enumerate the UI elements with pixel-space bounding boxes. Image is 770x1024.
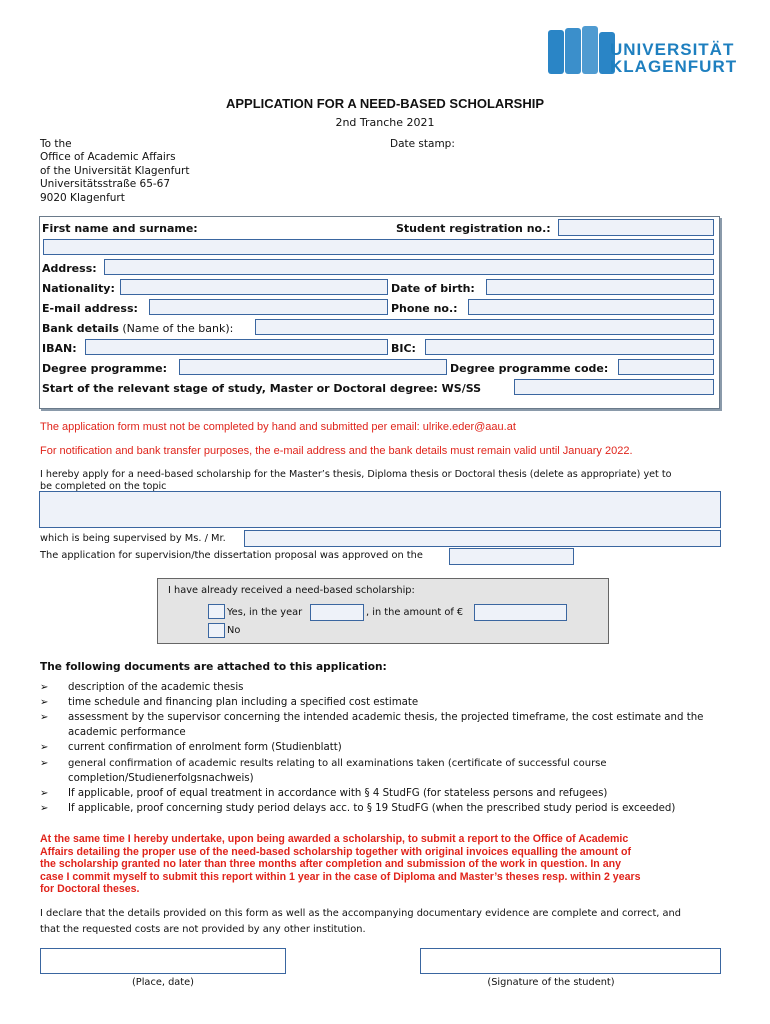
- phone-label: Phone no.:: [391, 302, 458, 315]
- declaration-line: that the requested costs are not provided by any other institution.: [40, 924, 366, 935]
- first-name-label: First name and surname:: [42, 222, 198, 235]
- logo-line-2: KLAGENFURT: [610, 57, 738, 76]
- degree-code-label: Degree programme code:: [450, 362, 609, 375]
- document-item-cont: completion/Studienerfolgsnachweis): [68, 773, 254, 784]
- apply-text: [40, 469, 671, 492]
- address-line: 9020 Klagenfurt: [40, 191, 125, 204]
- bank-details-bold: Bank details: [42, 322, 119, 335]
- no-label: No: [227, 625, 241, 636]
- dob-label: Date of birth:: [391, 282, 475, 295]
- email-label: E-mail address:: [42, 302, 138, 315]
- page-subtitle: 2nd Tranche 2021: [335, 116, 435, 129]
- logo-line-1: UNIVERSITÄT: [610, 40, 735, 59]
- bullet-icon: ➢: [40, 712, 49, 723]
- prior-year-field[interactable]: [310, 604, 364, 621]
- place-date-field[interactable]: [40, 948, 286, 974]
- undertaking-line: the scholarship granted no later than three months after completion and submission of the work in question. In any: [40, 858, 621, 870]
- bank-name-field[interactable]: [255, 319, 714, 335]
- bullet-icon: ➢: [40, 682, 49, 693]
- page-title: APPLICATION FOR A NEED-BASED SCHOLARSHIP: [225, 96, 545, 111]
- documents-heading: The following documents are attached to this application:: [40, 661, 387, 673]
- declaration-line: I declare that the details provided on this form as well as the accompanying documentary evidence are complete and correct, and: [40, 908, 681, 919]
- address-label: Address:: [42, 262, 97, 275]
- address-line: Office of Academic Affairs: [40, 151, 176, 164]
- address-line: To the: [40, 138, 72, 150]
- yes-label: Yes, in the year: [227, 607, 303, 618]
- document-item: If applicable, proof concerning study period delays acc. to § 19 StudFG (when the prescribed study period is exceeded): [68, 803, 676, 814]
- document-item: assessment by the supervisor concerning the intended academic thesis, the projected timeframe, the cost estimate and the: [68, 712, 704, 723]
- apply-line: I hereby apply for a need-based scholarship for the Master’s thesis, Diploma thesis or Doctoral thesis (delete as appropriate) yet to: [40, 469, 672, 480]
- signature-label: (Signature of the student): [487, 977, 615, 988]
- supervisor-field[interactable]: [244, 530, 721, 547]
- nationality-field[interactable]: [120, 279, 388, 295]
- dob-field[interactable]: [486, 279, 714, 295]
- prior-scholarship-question: I have already received a need-based scholarship:: [168, 585, 415, 596]
- no-checkbox[interactable]: [208, 623, 225, 638]
- iban-label: IBAN:: [42, 342, 77, 355]
- recipient-address: [40, 138, 189, 205]
- degree-field[interactable]: [179, 359, 447, 375]
- prior-amount-field[interactable]: [474, 604, 567, 621]
- document-item: description of the academic thesis: [68, 682, 244, 693]
- undertaking-line: for Doctoral theses.: [40, 883, 140, 895]
- undertaking-line: Affairs detailing the proper use of the need-based scholarship together with original invoices equalling the amount of: [40, 845, 631, 858]
- bullet-icon: ➢: [40, 803, 49, 814]
- place-date-label: (Place, date): [131, 977, 194, 988]
- document-item: time schedule and financing plan including a specified cost estimate: [68, 697, 419, 708]
- bullet-icon: ➢: [40, 697, 49, 708]
- bullet-icon: ➢: [40, 758, 49, 769]
- address-line: Universitätsstraße 65-67: [40, 178, 171, 191]
- bank-details-rest: (Name of the bank):: [118, 322, 234, 335]
- approval-label: The application for supervision/the dissertation proposal was approved on the: [40, 550, 423, 561]
- undertaking-line: At the same time I hereby undertake, upon being awarded a scholarship, to submit a report to the Office of Academic: [40, 833, 629, 845]
- study-stage-field[interactable]: [514, 379, 714, 395]
- degree-code-field[interactable]: [618, 359, 714, 375]
- document-item: general confirmation of academic results relating to all examinations taken (certificate of successful course: [68, 758, 607, 769]
- university-logo: [548, 26, 738, 76]
- first-name-field[interactable]: [43, 239, 714, 255]
- bullet-icon: ➢: [40, 788, 49, 799]
- date-stamp-label: Date stamp:: [390, 138, 455, 150]
- email-field[interactable]: [149, 299, 388, 315]
- document-item: current confirmation of enrolment form (Studienblatt): [68, 742, 342, 753]
- undertaking-statement: [40, 833, 641, 896]
- prior-scholarship-box: [157, 578, 609, 644]
- student-reg-label: Student registration no.:: [396, 222, 551, 235]
- yes-checkbox[interactable]: [208, 604, 225, 619]
- submission-notice: The application form must not be completed by hand and submitted per email: ulrike.eder@aau.at: [40, 421, 516, 433]
- degree-label: Degree programme:: [42, 362, 168, 375]
- signature-field[interactable]: [420, 948, 721, 974]
- bic-field[interactable]: [425, 339, 714, 355]
- bullet-icon: ➢: [40, 742, 49, 753]
- nationality-label: Nationality:: [42, 282, 115, 295]
- amount-label: , in the amount of €: [366, 607, 464, 618]
- document-item-cont: academic performance: [68, 727, 186, 738]
- declaration-text: [40, 906, 681, 938]
- thesis-topic-field[interactable]: [39, 491, 721, 528]
- supervisor-label: which is being supervised by Ms. / Mr.: [40, 533, 226, 544]
- bic-label: BIC:: [391, 342, 416, 355]
- student-reg-field[interactable]: [558, 219, 714, 236]
- address-line: of the Universität Klagenfurt: [40, 164, 190, 177]
- undertaking-line: case I commit myself to submit this report within 1 year in the case of Diploma and Master’s theses resp. within 2 years: [40, 870, 641, 883]
- bank-details-label: [42, 322, 233, 335]
- logo-mark-icon: [548, 26, 616, 76]
- address-field[interactable]: [104, 259, 714, 275]
- personal-details-form: [39, 216, 720, 409]
- apply-line: be completed on the topic: [40, 480, 167, 492]
- study-stage-label: Start of the relevant stage of study, Master or Doctoral degree: WS/SS: [42, 382, 482, 395]
- document-item: If applicable, proof of equal treatment in accordance with § 4 StudFG (for stateless persons and refugees): [68, 788, 608, 799]
- phone-field[interactable]: [468, 299, 714, 315]
- approval-date-field[interactable]: [449, 548, 574, 565]
- validity-notice: For notification and bank transfer purposes, the e-mail address and the bank details must remain valid until January 2022.: [40, 445, 633, 457]
- iban-field[interactable]: [85, 339, 388, 355]
